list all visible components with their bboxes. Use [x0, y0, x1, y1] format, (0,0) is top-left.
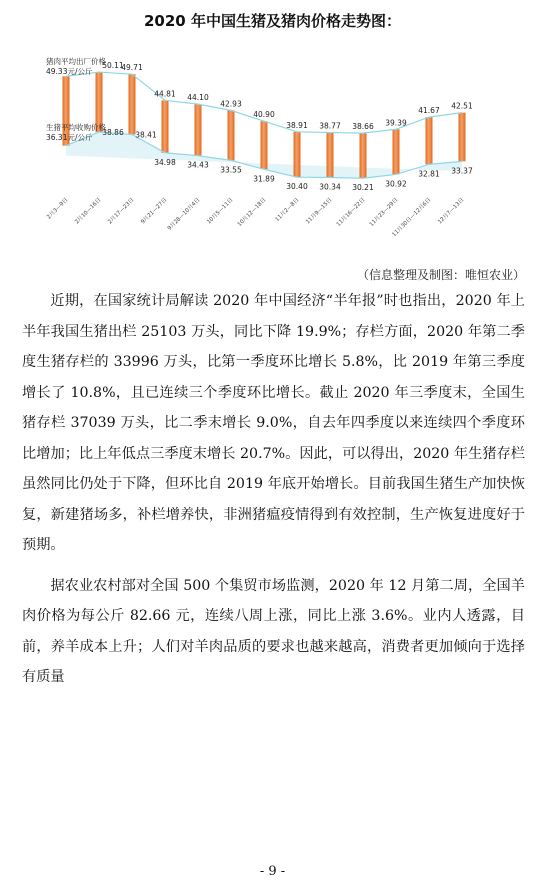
legend-label-1: 49.33元/公斤	[46, 67, 93, 76]
bar-11	[426, 117, 433, 164]
label-exfactory-11: 41.67	[418, 106, 440, 116]
bar-4	[195, 104, 202, 156]
label-exfactory-2: 49.71	[121, 63, 143, 73]
bar-9	[360, 133, 367, 178]
label-purchase-10: 30.92	[385, 179, 407, 189]
label-exfactory-12: 42.51	[451, 101, 473, 111]
bar-6	[261, 121, 268, 169]
category-9: 11月16—22日	[335, 197, 367, 228]
bar-12	[459, 113, 466, 162]
paragraph-1: 近期，在国家统计局解读 2020 年中国经济“半年报”时也指出，2020 年上半年我国生猪出栏 25103 万头，同比下降 19.9%；存栏方面，2020 年第二季度生猪存栏的 33996 万头，比第一季度环比增长 5.8%，比 2019 年第三季度增长了 10.8%，且已连续三个季度环比增长。截止 2020 年三季度末，全国生猪存栏 37039 万头，比二季末增长 9.0%，自去年四季度以来连续四个季度环比增加；比上年低点三季度末增长 20.7%。因此，可以得出，2020 年生猪存栏虽然同比仍处于下降，但环比自 2019 年底开始增长。目前我国生猪生产加快恢复，新建猪场多，补栏增养快，非洲猪瘟疫情得到有效控制，生产恢复进度好于预期。	[22, 293, 525, 553]
label-exfactory-9: 38.66	[352, 122, 374, 132]
legend-label-3: 36.31元/公斤	[46, 133, 93, 142]
label-purchase-3: 34.98	[154, 157, 176, 167]
category-1: 2月10—16日	[74, 197, 103, 226]
label-purchase-12: 33.37	[451, 166, 473, 176]
category-0: 2月3—9日	[46, 197, 70, 221]
label-exfactory-1: 50.11	[102, 61, 124, 71]
page-number: - 9 -	[259, 864, 286, 879]
label-exfactory-6: 40.90	[253, 110, 275, 120]
label-exfactory-4: 44.10	[187, 93, 209, 103]
category-ticks	[45, 196, 466, 238]
legend-label-0: 猪肉平均出厂价格	[46, 57, 106, 66]
paragraph-2: 据农业农村部对全国 500 个集贸市场监测，2020 年 12 月第二周，全国羊肉价格为每公斤 82.66 元，连续八周上涨，同比上涨 3.6%。业内人透露，目前，养羊成本上升；人们对羊肉品质的要求也越来越高，消费者更加倾向于选择有质量	[22, 577, 525, 685]
label-exfactory-7: 38.91	[286, 120, 308, 130]
label-exfactory-10: 39.39	[385, 118, 407, 128]
chart-canvas	[36, 50, 506, 245]
bar-5	[228, 110, 235, 160]
category-8: 11月9—15日	[305, 197, 334, 226]
article-body	[22, 286, 525, 693]
bar-8	[327, 133, 334, 178]
label-purchase-7: 30.40	[286, 182, 308, 192]
bar-7	[294, 132, 301, 177]
label-purchase-5: 33.55	[220, 165, 242, 175]
category-5: 10月5—11日	[206, 197, 235, 226]
label-purchase-11: 32.81	[418, 169, 440, 179]
category-4: 9月28—10月4日	[166, 197, 202, 232]
price-trend-chart	[36, 50, 506, 245]
category-3: 9月21—27日	[140, 197, 169, 226]
figure-title: 2020 年中国生猪及猪肉价格走势图：	[144, 12, 401, 30]
category-7: 11月2—8日	[274, 197, 301, 223]
label-exfactory-3: 44.81	[154, 89, 176, 99]
figure-caption: （信息整理及制图：唯恒农业）	[356, 268, 525, 282]
label-exfactory-5: 42.93	[220, 99, 242, 109]
label-purchase-1: 38.86	[102, 128, 124, 138]
category-2: 2月17—23日	[107, 197, 136, 226]
bar-2	[129, 74, 136, 134]
category-12: 12月7—13日	[437, 197, 466, 226]
label-purchase-6: 31.89	[253, 174, 275, 184]
category-11: 11月30日—12月6日	[391, 197, 433, 239]
category-6: 10月12—18日	[236, 197, 268, 228]
category-10: 11月23—29日	[368, 197, 400, 228]
bar-3	[162, 100, 169, 152]
bar-10	[393, 129, 400, 174]
label-purchase-9: 30.21	[352, 183, 374, 193]
label-exfactory-8: 38.77	[319, 121, 341, 131]
label-purchase-4: 34.43	[187, 160, 209, 170]
label-purchase-2: 38.41	[135, 130, 157, 140]
legend-label-2: 生猪平均收购价格	[46, 123, 106, 132]
label-purchase-8: 30.34	[319, 182, 341, 192]
